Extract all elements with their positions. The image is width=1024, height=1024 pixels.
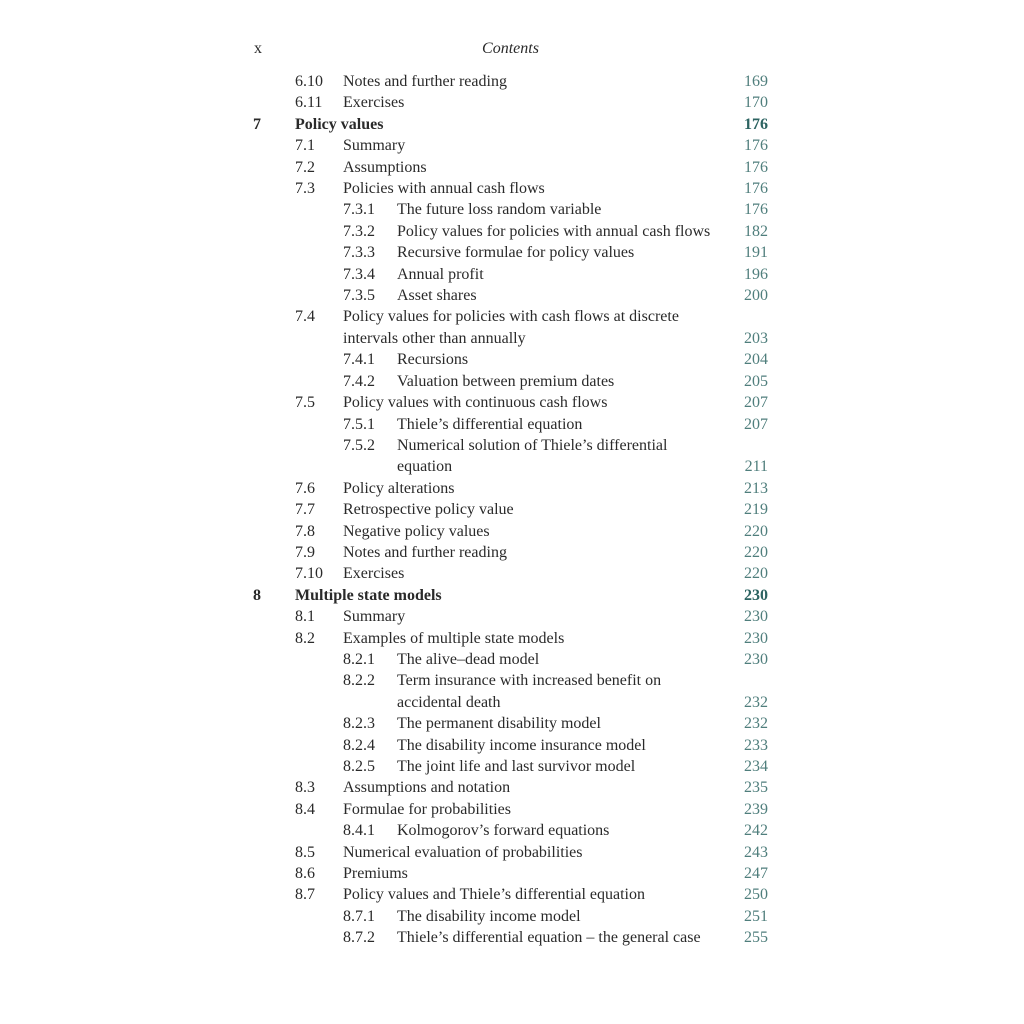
toc-entry-page: 251	[744, 907, 768, 925]
toc-entry-section-number: 6.10	[295, 73, 323, 90]
toc-entry-page: 205	[744, 372, 768, 390]
toc-entry-title: Premiums	[343, 865, 408, 883]
toc-entry-page: 232	[744, 715, 768, 733]
toc-row	[253, 264, 768, 285]
toc-entry-chapter-number	[253, 435, 295, 456]
toc-row	[253, 114, 768, 135]
toc-entry-section-number	[295, 264, 343, 285]
toc-row	[253, 456, 768, 477]
toc-entry-page: 233	[744, 736, 768, 754]
toc-entry-section-number	[295, 414, 343, 435]
toc-row	[253, 777, 768, 798]
toc-entry-chapter-number	[253, 563, 295, 584]
toc-entry-chapter-number	[253, 306, 295, 327]
toc-entry-section-number: 7.2	[295, 158, 315, 176]
toc-entry-page: 176	[744, 158, 768, 176]
toc-entry-page: 200	[744, 287, 768, 305]
toc-entry-section-number	[295, 906, 343, 927]
toc-row	[253, 199, 768, 220]
toc-entry-subsection-number: 7.3.5	[343, 287, 375, 305]
toc-entry-section-number	[295, 649, 343, 670]
toc-entry-section-number: 8.5	[295, 843, 315, 861]
toc-entry-page: 230	[744, 608, 768, 626]
toc-entry-subsection-number: 7.4.1	[343, 351, 375, 369]
toc-entry-title: The joint life and last survivor model	[397, 758, 636, 775]
toc-row	[253, 649, 768, 670]
toc-row	[253, 820, 768, 841]
toc-entry-page: 169	[744, 73, 768, 90]
toc-entry-section-number: 7.10	[295, 565, 323, 583]
toc-entry-chapter-number	[253, 285, 295, 306]
toc-entry-page: 230	[744, 650, 768, 668]
toc-entry-title: Policy values for policies with annual cash flows	[397, 222, 711, 240]
toc-entry-page: 234	[744, 758, 768, 775]
toc-entry-title: Recursions	[397, 351, 469, 369]
toc-entry-section-number: 6.11	[295, 94, 323, 112]
toc-entry-section-number	[295, 756, 343, 777]
toc-row	[253, 178, 768, 199]
toc-row	[253, 884, 768, 905]
toc-entry-page: 235	[744, 779, 768, 797]
toc-entry-chapter-number	[253, 349, 295, 370]
toc-row	[253, 371, 768, 392]
toc-entry-subsection-number: 7.3.4	[343, 265, 375, 283]
toc-entry-chapter-number	[253, 478, 295, 499]
toc-entry-title: Examples of multiple state models	[343, 629, 565, 647]
toc-row	[253, 71, 768, 92]
toc-row	[253, 670, 768, 691]
toc-entry-chapter-number	[253, 735, 295, 756]
toc-entry-title: Recursive formulae for policy values	[397, 244, 635, 262]
toc-entry-page: 219	[744, 501, 768, 519]
toc-entry-subsection-number: 8.2.1	[343, 650, 375, 668]
toc-entry-section-number	[295, 285, 343, 306]
toc-entry-subsection-number: 8.2.5	[343, 758, 375, 775]
toc-entry-title: Asset shares	[397, 287, 477, 305]
toc-entry-section-number	[295, 670, 343, 691]
toc-entry-section-number	[295, 713, 343, 734]
toc-row	[253, 92, 768, 113]
toc-entry-chapter-number	[253, 542, 295, 563]
toc-entry-title: Summary	[343, 137, 406, 155]
toc-entry-chapter-number	[253, 713, 295, 734]
toc-entry-title: Notes and further reading	[343, 73, 507, 90]
toc-entry-page: 239	[744, 800, 768, 818]
toc-entry-section-number: 8.2	[295, 629, 315, 647]
toc-row	[253, 521, 768, 542]
toc-entry-title: Retrospective policy value	[343, 501, 514, 519]
toc-entry-title: Exercises	[343, 94, 405, 112]
toc-entry-chapter-number	[253, 328, 295, 349]
toc-entry-title: Numerical solution of Thiele’s differential	[397, 436, 668, 454]
toc-entry-chapter-number	[253, 521, 295, 542]
toc-row	[253, 435, 768, 456]
toc-entry-section-number: 7.6	[295, 479, 315, 497]
toc-entry-title: Policies with annual cash flows	[343, 180, 545, 198]
toc-entry-section-number: 7.1	[295, 137, 315, 155]
toc-row	[253, 542, 768, 563]
toc-entry-section-number: 8.1	[295, 608, 315, 626]
toc-entry-subsection-number: 7.5.1	[343, 415, 375, 433]
toc-entry-chapter-number	[253, 820, 295, 841]
toc-entry-section-number	[295, 371, 343, 392]
toc-entry-title: Assumptions and notation	[343, 779, 511, 797]
toc-entry-chapter-number	[253, 92, 295, 113]
toc-entry-subsection-number: 7.4.2	[343, 372, 375, 390]
page-header	[253, 39, 768, 59]
toc-entry-chapter-number	[253, 884, 295, 905]
toc-entry-page: 211	[744, 458, 768, 476]
toc-entry-title: Annual profit	[397, 265, 484, 283]
toc-entry-page: 247	[744, 865, 768, 883]
toc-entry-title: Kolmogorov’s forward equations	[397, 822, 610, 840]
toc-row	[253, 306, 768, 327]
toc-row	[253, 713, 768, 734]
toc-entry-chapter-number	[253, 178, 295, 199]
toc-entry-section-number	[295, 927, 343, 948]
toc-entry-title: Policy values and Thiele’s differential equation	[343, 886, 645, 904]
toc-entry-page: 176	[744, 201, 768, 219]
toc-row	[253, 842, 768, 863]
toc-row	[253, 392, 768, 413]
toc-entry-subsection-number: 8.2.4	[343, 736, 375, 754]
toc-entry-title: accidental death	[397, 693, 501, 711]
toc-entry-section-number	[295, 199, 343, 220]
toc-row	[253, 756, 768, 777]
toc-entry-title: Valuation between premium dates	[397, 372, 615, 390]
toc-entry-section-number: 7.9	[295, 543, 315, 561]
toc-entry-title: Notes and further reading	[343, 543, 507, 561]
toc-row	[253, 563, 768, 584]
toc-entry-chapter-number	[253, 756, 295, 777]
toc-entry-page: 191	[744, 244, 768, 262]
toc-row	[253, 349, 768, 370]
toc-entry-subsection-number: 7.5.2	[343, 436, 375, 454]
toc-entry-section-number	[295, 692, 343, 713]
toc-entry-title: Negative policy values	[343, 522, 490, 540]
toc-row	[253, 328, 768, 349]
toc-entry-chapter-number	[253, 135, 295, 156]
toc-entry-title: Summary	[343, 608, 406, 626]
toc-entry-page: 182	[744, 222, 768, 240]
toc-entry-title: equation	[397, 458, 453, 476]
toc-entry-chapter-number	[253, 842, 295, 863]
toc-entry-page: 207	[744, 394, 768, 412]
toc-entry-page: 176	[744, 180, 768, 198]
toc-entry-section-number: 8.4	[295, 800, 315, 818]
toc-entry-page: 204	[744, 351, 768, 369]
toc-entry-chapter-number: 8	[253, 586, 261, 604]
toc-row	[253, 799, 768, 820]
toc-entry-chapter-number	[253, 157, 295, 178]
toc-entry-section-number	[295, 328, 343, 349]
toc-entry-page: 176	[744, 115, 768, 133]
toc-entry-page: 207	[744, 415, 768, 433]
toc-entry-chapter-number	[253, 392, 295, 413]
toc-entry-section-number	[295, 820, 343, 841]
toc-entry-chapter-number	[253, 199, 295, 220]
toc-entry-section-number: 7.4	[295, 308, 315, 326]
toc-entry-section-number: 7.7	[295, 501, 315, 519]
toc-entry-chapter-number	[253, 649, 295, 670]
toc-entry-title: Term insurance with increased benefit on	[397, 672, 662, 690]
toc-entry-page: 176	[744, 137, 768, 155]
toc-entry-title: Assumptions	[343, 158, 427, 176]
toc-entry-subsection-number: 8.4.1	[343, 822, 375, 840]
toc-entry-page: 220	[744, 543, 768, 561]
toc-entry-page: 196	[744, 265, 768, 283]
toc-entry-section-number: 8.3	[295, 779, 315, 797]
running-head-title: Contents	[482, 40, 539, 57]
toc-entry-title: The alive–dead model	[397, 650, 540, 668]
toc-entry-section-number	[295, 435, 343, 456]
toc-entry-section-number: 8.6	[295, 865, 315, 883]
toc-row	[253, 285, 768, 306]
toc-entry-title: Thiele’s differential equation – the general case	[397, 929, 701, 947]
toc-entry-chapter-number	[253, 242, 295, 263]
toc-row	[253, 499, 768, 520]
toc-entry-title: intervals other than annually	[343, 329, 526, 347]
toc-row	[253, 585, 768, 606]
toc-entry-page: 203	[744, 329, 768, 347]
toc-entry-chapter-number	[253, 456, 295, 477]
toc-entry-section-number	[295, 349, 343, 370]
toc-entry-page: 242	[744, 822, 768, 840]
folio-page-number: x	[254, 40, 262, 57]
toc-entry-subsection-number: 7.3.2	[343, 222, 375, 240]
toc-entry-subsection-number	[343, 692, 397, 713]
toc-entry-page: 170	[744, 94, 768, 112]
toc-entry-chapter-number	[253, 499, 295, 520]
toc-entry-page: 255	[744, 929, 768, 947]
toc-row	[253, 478, 768, 499]
toc-entry-title: The permanent disability model	[397, 715, 601, 733]
toc-entry-page: 220	[744, 565, 768, 583]
toc-entry-chapter-number: 7	[253, 115, 261, 133]
toc-entry-chapter-number	[253, 799, 295, 820]
toc-entry-page: 213	[744, 479, 768, 497]
toc-entry-title: Policy values with continuous cash flows	[343, 394, 608, 412]
toc-entry-title: Formulae for probabilities	[343, 800, 511, 818]
toc-entry-title: The disability income model	[397, 907, 581, 925]
toc-entry-title: Thiele’s differential equation	[397, 415, 583, 433]
toc-entry-page: 220	[744, 522, 768, 540]
toc-entry-title: Exercises	[343, 565, 405, 583]
toc-row	[253, 906, 768, 927]
toc-row	[253, 628, 768, 649]
toc-entry-title: The future loss random variable	[397, 201, 602, 219]
toc-entry-section-number	[295, 456, 343, 477]
toc-entry-title: Numerical evaluation of probabilities	[343, 843, 583, 861]
toc-entry-section-number: 7.3	[295, 180, 315, 198]
toc-row	[253, 414, 768, 435]
toc-entry-subsection-number: 8.7.2	[343, 929, 375, 947]
toc-entry-chapter-number	[253, 906, 295, 927]
toc-entry-section-number: 7.5	[295, 394, 315, 412]
toc-rows	[253, 71, 768, 949]
toc-entry-title: Policy values	[295, 115, 384, 133]
toc-entry-subsection-number: 8.7.1	[343, 907, 375, 925]
toc-row	[253, 863, 768, 884]
toc-entry-chapter-number	[253, 927, 295, 948]
toc-entry-chapter-number	[253, 628, 295, 649]
toc-entry-section-number	[295, 735, 343, 756]
toc-entry-page: 243	[744, 843, 768, 861]
toc-entry-chapter-number	[253, 692, 295, 713]
toc-entry-subsection-number	[343, 456, 397, 477]
toc-entry-section-number: 7.8	[295, 522, 315, 540]
toc-entry-title: Multiple state models	[295, 586, 442, 604]
toc-row	[253, 735, 768, 756]
toc-entry-subsection-number: 7.3.1	[343, 201, 375, 219]
toc-entry-page: 250	[744, 886, 768, 904]
toc-entry-chapter-number	[253, 863, 295, 884]
toc-entry-section-number	[295, 242, 343, 263]
toc-entry-chapter-number	[253, 777, 295, 798]
toc-entry-chapter-number	[253, 71, 295, 92]
toc-row	[253, 135, 768, 156]
toc-entry-chapter-number	[253, 371, 295, 392]
toc-entry-section-number: 8.7	[295, 886, 315, 904]
toc-entry-page: 230	[744, 586, 768, 604]
toc-row	[253, 242, 768, 263]
toc-row	[253, 927, 768, 948]
toc-entry-chapter-number	[253, 606, 295, 627]
toc-entry-chapter-number	[253, 221, 295, 242]
toc-entry-title: Policy values for policies with cash flows at discrete	[343, 308, 679, 326]
toc-entry-section-number	[295, 221, 343, 242]
toc-entry-page: 232	[744, 693, 768, 711]
toc-entry-chapter-number	[253, 414, 295, 435]
toc-entry-page: 230	[744, 629, 768, 647]
toc-row	[253, 606, 768, 627]
toc-entry-title: The disability income insurance model	[397, 736, 646, 754]
toc-row	[253, 221, 768, 242]
toc-entry-subsection-number: 8.2.3	[343, 715, 375, 733]
toc-entry-title: Policy alterations	[343, 479, 455, 497]
toc-row	[253, 157, 768, 178]
toc-entry-subsection-number: 8.2.2	[343, 672, 375, 690]
contents-page	[253, 0, 768, 1024]
toc-entry-subsection-number: 7.3.3	[343, 244, 375, 262]
toc-entry-chapter-number	[253, 264, 295, 285]
toc-entry-chapter-number	[253, 670, 295, 691]
toc-row	[253, 692, 768, 713]
